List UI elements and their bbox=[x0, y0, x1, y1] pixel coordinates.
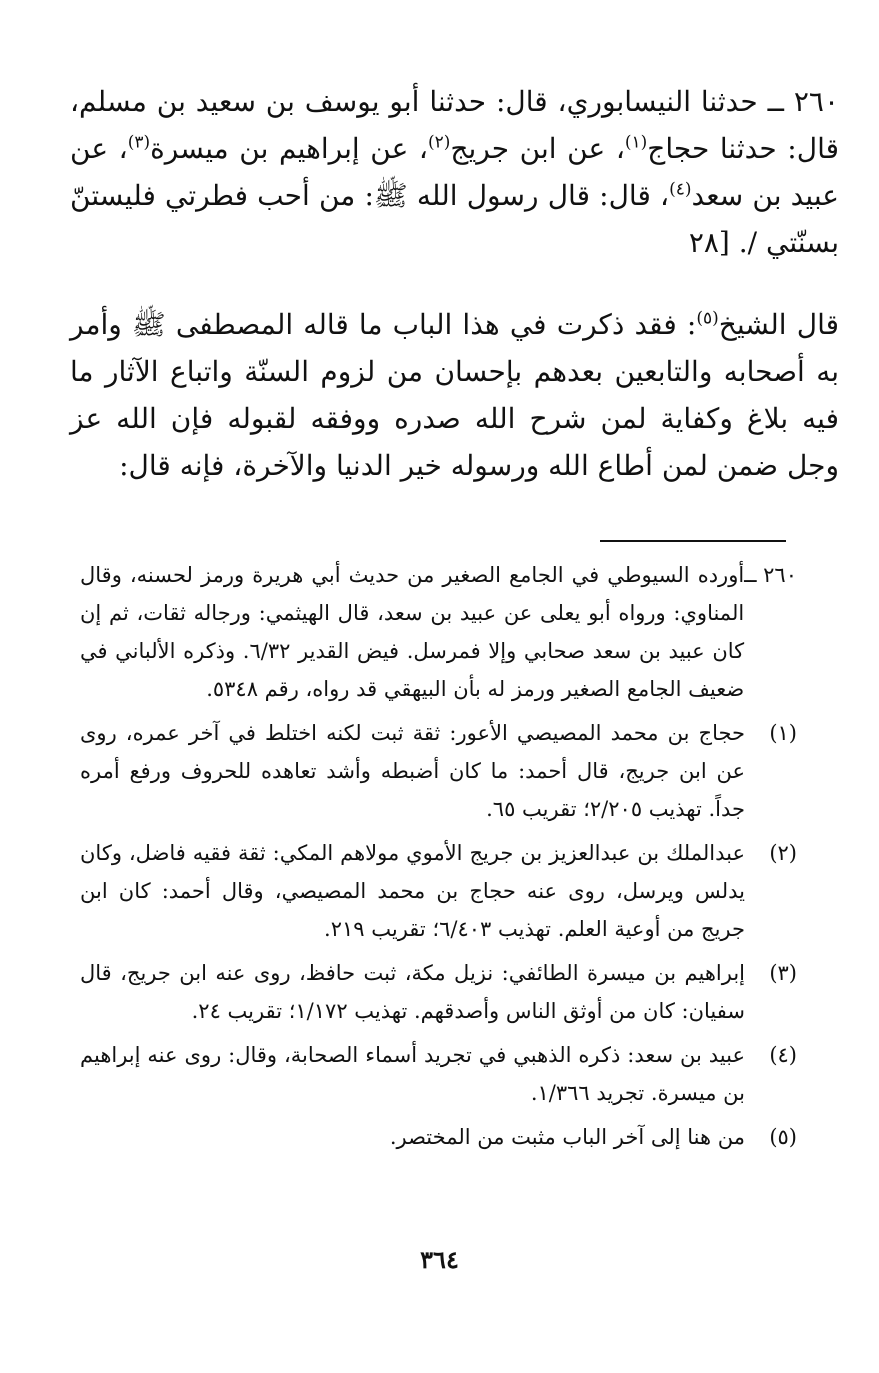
footnote-ref[interactable]: (٢) bbox=[427, 132, 451, 153]
footnote bbox=[80, 954, 797, 1030]
main-text bbox=[70, 78, 839, 489]
footnote-number: (٣) bbox=[769, 961, 797, 985]
footnote-number: (١) bbox=[769, 721, 797, 745]
footnote bbox=[80, 556, 797, 708]
footnote-number: (٢) bbox=[769, 841, 797, 865]
page-number: ٣٦٤ bbox=[420, 1245, 459, 1274]
hadith-paragraph: ٢٦٠ ــ حدثنا النيسابوري، قال: حدثنا أبو يوسف بن سعيد بن مسلم، قال: حدثنا حجاج$^{(١)}$، عن ابن جريج$^{(٢)}$، عن إبراهيم بن ميسرة$^{(٣)}$، عن عبيد بن سعد$^{(٤)}$، قال: قال رسول الله ﷺ: من أحب فطرتي فليستنّ بسنّتي /. [٢٨ bbox=[70, 85, 839, 259]
footnote-number: ٢٦٠ ــ bbox=[744, 563, 797, 587]
footnote-text: من هنا إلى آخر الباب مثبت من المختصر. bbox=[389, 1125, 745, 1149]
footnote-text: إبراهيم بن ميسرة الطائفي: نزيل مكة، ثبت حافظ، روى عنه ابن جريج، قال سفيان: كان من أوثق الناس وأصدقهم. تهذيب ١/١٧٢؛ تقريب ٢٤. bbox=[80, 961, 745, 1023]
footnote-text: أورده السيوطي في الجامع الصغير من حديث أبي هريرة ورمز لحسنه، وقال المناوي: ورواه أبو يعلى عن عبيد بن سعد، قال الهيثمي: ورجاله ثقات، ثم إن كان عبيد بن سعد صحابي وإلا فمرسل. فيض القدير ٦/٣٢. وذكره الألباني في ضعيف الجامع الصغير ورمز له بأن البيهقي قد رواه، رقم ٥٣٤٨. bbox=[80, 563, 745, 701]
footnote-ref[interactable]: (٣) bbox=[127, 132, 151, 153]
footnote-text: حجاج بن محمد المصيصي الأعور: ثقة ثبت لكنه اختلط في آخر عمره، روى عن ابن جريج، قال أحمد: ما كان أضبطه وأشد تعاهده للحروف ورفع أمره جداً. تهذيب ٢/٢٠٥؛ تقريب ٦٥. bbox=[80, 721, 745, 821]
footnote-ref[interactable]: (١) bbox=[624, 132, 648, 153]
footnote bbox=[80, 834, 797, 948]
footnote bbox=[80, 714, 797, 828]
footnote-ref[interactable]: (٥) bbox=[696, 308, 719, 329]
footnote-text: عبيد بن سعد: ذكره الذهبي في تجريد أسماء الصحابة، وقال: روى عنه إبراهيم بن ميسرة. تجريد ١/٣٦٦. bbox=[80, 1043, 745, 1105]
footnote-number: (٤) bbox=[769, 1043, 797, 1067]
footnotes bbox=[80, 556, 797, 1162]
page-marker: [٢٨ bbox=[688, 226, 730, 259]
footnote-number: (٥) bbox=[769, 1125, 797, 1149]
footnote-divider bbox=[600, 540, 786, 542]
footnote-text: عبدالملك بن عبدالعزيز بن جريج الأموي مولاهم المكي: ثقة فقيه فاضل، وكان يدلس ويرسل، روى عنه حجاج بن محمد المصيصي، وقال أحمد: كان ابن جريج من أوعية العلم. تهذيب ٦/٤٠٣؛ تقريب ٢١٩. bbox=[80, 841, 746, 941]
footnote-ref[interactable]: (٤) bbox=[669, 179, 692, 200]
footnote bbox=[80, 1036, 797, 1112]
sheikh-paragraph: قال الشيخ$^{(٥)}$: فقد ذكرت في هذا الباب ما قاله المصطفى ﷺ وأمر به أصحابه والتابعين بعدهم بإحسان من لزوم السنّة واتباع الآثار ما فيه بلاغ وكفاية لمن شرح الله صدره ووفقه لقبوله فإن الله عز وجل ضمن لمن أطاع الله ورسوله خير الدنيا والآخرة، فإنه قال: bbox=[70, 308, 839, 482]
footnote bbox=[80, 1118, 797, 1156]
